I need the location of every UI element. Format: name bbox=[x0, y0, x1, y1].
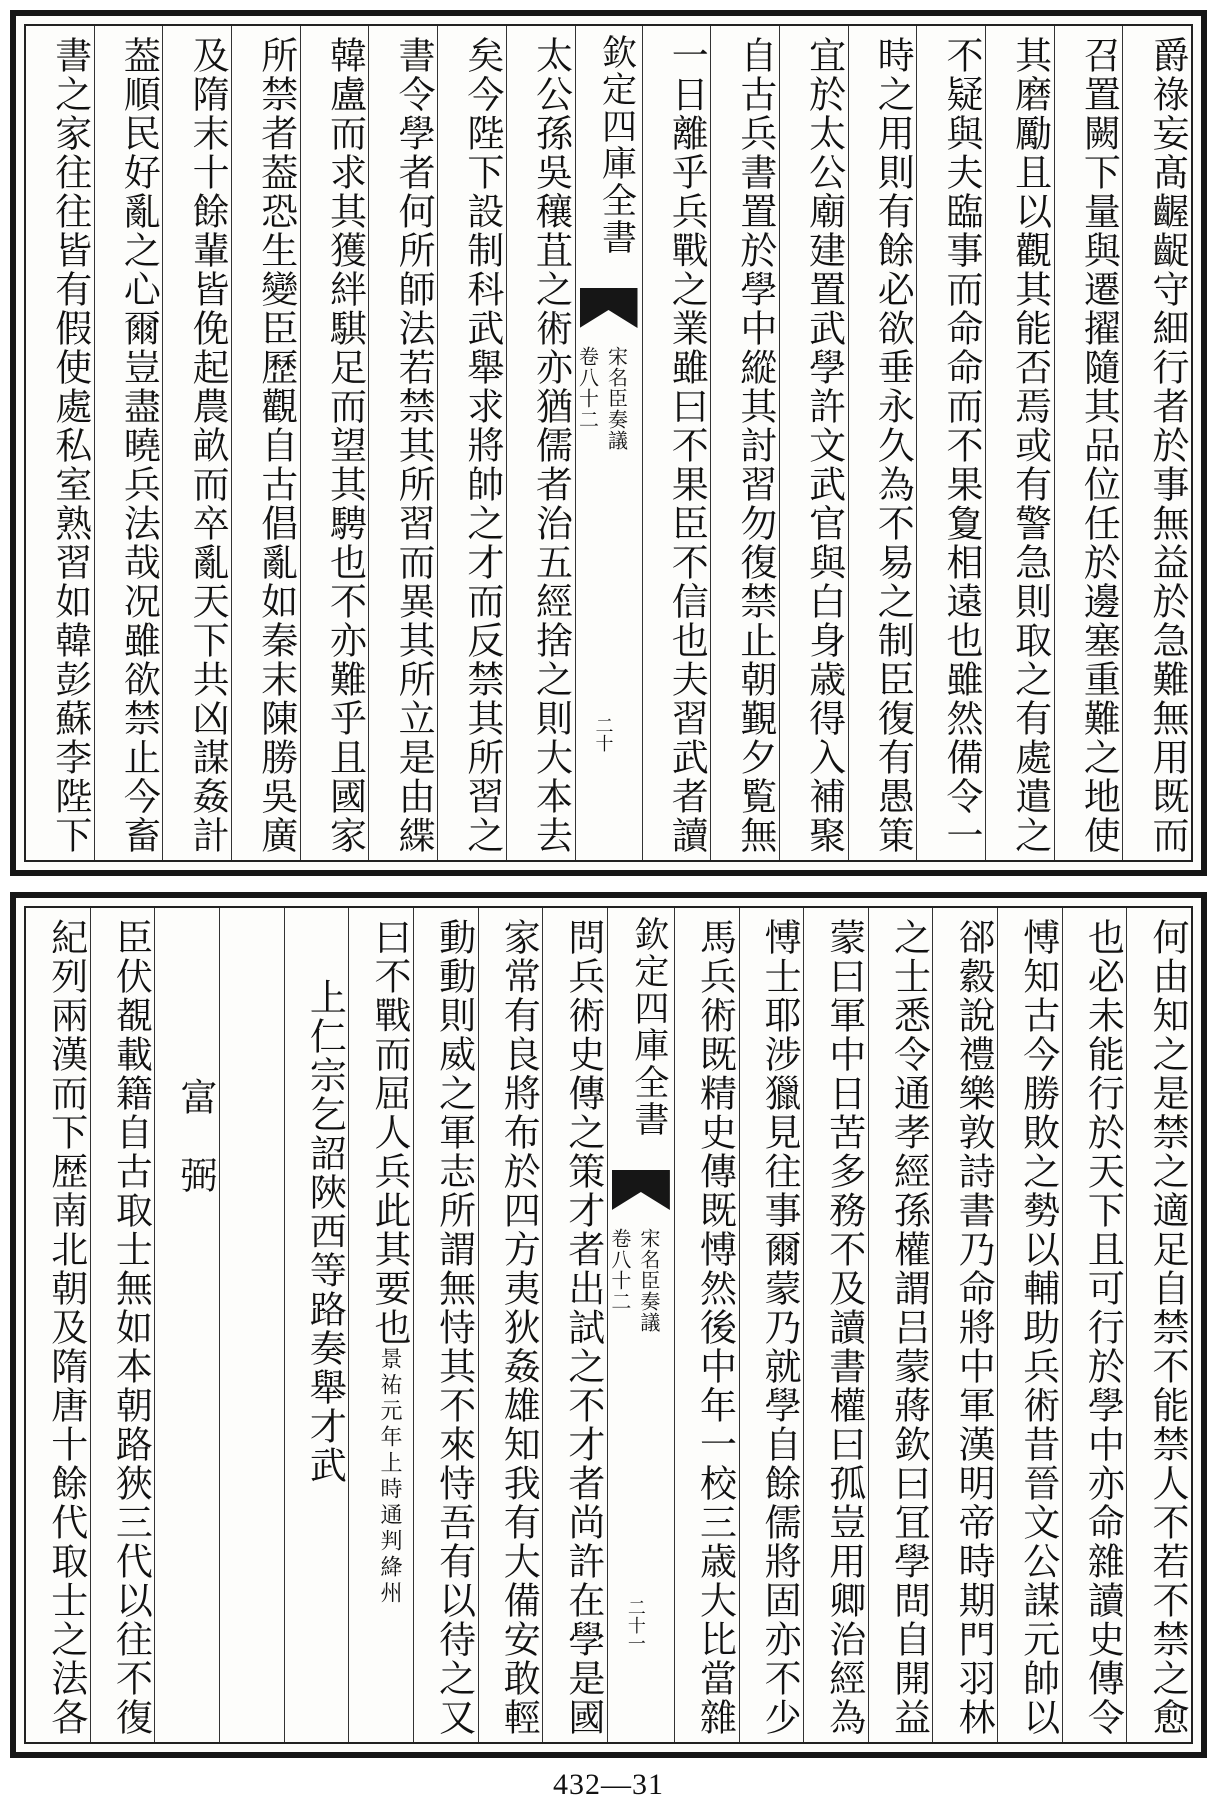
leaf-number: 二十一 bbox=[624, 1598, 646, 1652]
text-column: 家常有良將布於四方夷狄姦雄知我有大備安敢輕 bbox=[478, 908, 543, 1742]
text-column: 郤縠說禮樂敦詩書乃命將中軍漢明帝時期門羽林 bbox=[932, 908, 997, 1742]
book-name: 宋名臣奏議 bbox=[636, 1228, 661, 1333]
bottom-page-frame bbox=[10, 892, 1207, 1758]
text-column: 問兵術史傳之策才者出試之不才者尚許在學是國 bbox=[542, 908, 607, 1742]
fishtail-mark bbox=[580, 288, 638, 328]
text-column: 所禁者葢恐生變臣歷觀自古倡亂如秦末陳勝吳廣 bbox=[231, 26, 300, 860]
text-column: 書令學者何所師法若禁其所習而異其所立是由緤 bbox=[368, 26, 437, 860]
author-name: 富 弼 bbox=[154, 908, 219, 1742]
book-volume-label bbox=[575, 346, 632, 451]
text-column: 不疑與夫臨事而命命而不果夐相遠也雖然備令一 bbox=[916, 26, 985, 860]
book-volume-label bbox=[607, 1228, 664, 1333]
text-column: 蒙曰軍中日苦多務不及讀書權曰孤豈用卿治經為 bbox=[803, 908, 868, 1742]
top-page-text-area bbox=[24, 24, 1193, 862]
text-column-with-note bbox=[348, 908, 413, 1742]
column-main-text: 曰不戰而屈人兵此其要也 bbox=[367, 918, 411, 1347]
volume-name: 卷八十二 bbox=[575, 346, 600, 430]
blank-column bbox=[219, 908, 284, 1742]
text-column: 愽士耶涉獵見往事爾蒙乃就學自餘儒將固亦不少 bbox=[739, 908, 804, 1742]
text-column: 書之家往往皆有假使處私室熟習如韓彭蘇李陛下 bbox=[48, 36, 92, 855]
text-column: 臣伏覩載籍自古取士無如本朝路狹三代以往不復 bbox=[90, 908, 155, 1742]
text-column: 葢順民好亂之心爾豈盡曉兵法哉况雖欲禁止今畜 bbox=[94, 26, 163, 860]
text-column: 宜於太公廟建置武學許文武官與白身歳得入補聚 bbox=[779, 26, 848, 860]
leaf-number: 二十 bbox=[592, 716, 614, 752]
text-column: 紀列兩漢而下歴南北朝及隋唐十餘代取士之法各 bbox=[44, 918, 88, 1737]
top-page-frame bbox=[10, 10, 1207, 876]
text-column: 自古兵書置於學中縱其討習勿復禁止朝覲夕覧無 bbox=[710, 26, 779, 860]
volume-name: 卷八十二 bbox=[607, 1228, 632, 1312]
text-column: 及隋末十餘輩皆俛起農畝而卒亂天下共凶謀姦計 bbox=[162, 26, 231, 860]
text-column: 之士悉令通孝經孫權謂吕蒙蔣欽曰冝學問自開益 bbox=[868, 908, 933, 1742]
text-column: 愽知古今勝敗之勢以輔助兵術昔晉文公謀元帥以 bbox=[997, 908, 1062, 1742]
text-column: 何由知之是禁之適足自禁不能禁人不若不禁之愈 bbox=[1126, 908, 1191, 1742]
text-column: 韓盧而求其獲絆騏足而望其騁也不亦難乎且國家 bbox=[300, 26, 369, 860]
text-column: 一日離乎兵戰之業雖曰不果臣不信也夫習武者讀 bbox=[642, 26, 711, 860]
center-fold bbox=[607, 908, 674, 1742]
memorial-heading: 上仁宗乞詔陜西等路奏舉才武 bbox=[284, 908, 349, 1742]
text-column: 動動則威之軍志所謂無恃其不來恃吾有以待之又 bbox=[413, 908, 478, 1742]
date-annotation: 景祐元年上時通判絳州 bbox=[376, 1347, 402, 1607]
text-column: 爵祿妄髙齷齪守細行者於事無益於急難無用既而 bbox=[1122, 26, 1191, 860]
book-series-title: 欽定四庫全書 bbox=[596, 34, 637, 256]
text-column: 馬兵術既精史傳既愽然後中年一校三歳大比當雜 bbox=[674, 908, 739, 1742]
text-column: 也必未能行於天下且可行於學中亦命雜讀史傳令 bbox=[1062, 908, 1127, 1742]
bottom-page-text-area bbox=[24, 906, 1193, 1744]
center-fold bbox=[575, 26, 642, 860]
book-series-title: 欽定四庫全書 bbox=[628, 916, 669, 1138]
text-column: 其磨勵且以觀其能否焉或有警急則取之有處遣之 bbox=[985, 26, 1054, 860]
page-number-footer: 432—31 bbox=[553, 1768, 664, 1801]
text-column: 太公孫吳穰苴之術亦猶儒者治五經捨之則大本去 bbox=[506, 26, 575, 860]
text-column: 矣今陛下設制科武舉求將帥之才而反禁其所習之 bbox=[437, 26, 506, 860]
text-column: 召置闕下量與遷擢隨其品位任於邊塞重難之地使 bbox=[1054, 26, 1123, 860]
fishtail-mark bbox=[612, 1170, 670, 1210]
book-name: 宋名臣奏議 bbox=[604, 346, 629, 451]
text-column: 時之用則有餘必欲垂永久為不易之制臣復有愚䇿 bbox=[848, 26, 917, 860]
